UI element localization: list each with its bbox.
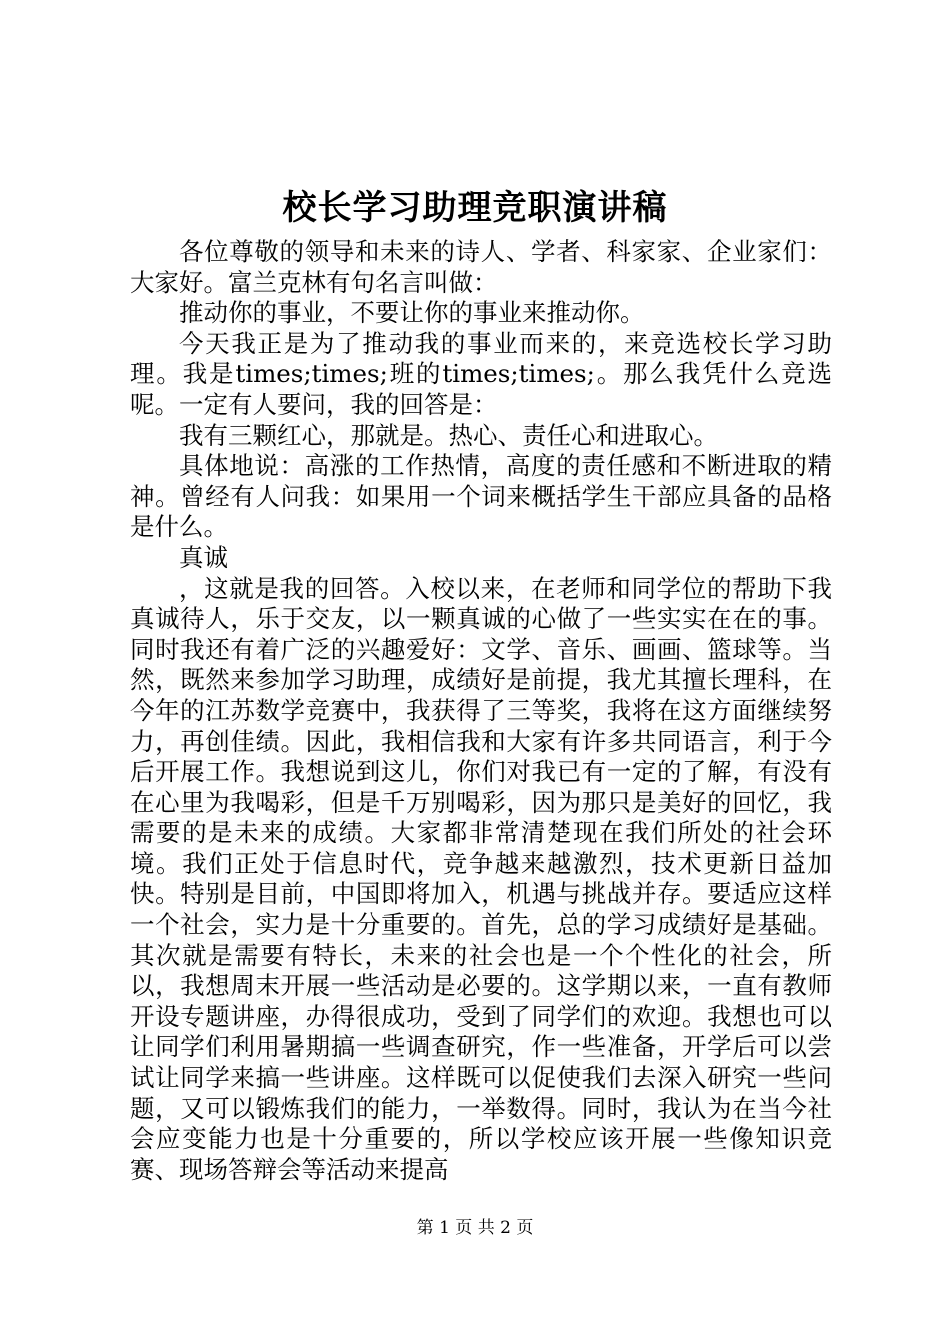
page-footer: 第 1 页 共 2 页: [416, 1218, 534, 1238]
paragraph-sincerity: 真诚: [179, 542, 228, 572]
paragraph-main: ，这就是我的回答。入校以来，在老师和同学位的帮助下我真诚待人，乐于交友，以一颗真诚的心做了一些实实在在的事。同时我还有着广泛的兴趣爱好：文学、音乐、画画、篮球等。当然，既然来参加学习助理，成绩好是前提，我尤其擅长理科，在今年的江苏数学竞赛中，我获得了三等奖，我将在这方面继续努力，再创佳绩。因此，我相信我和大家有许多共同语言，利于今后开展工作。我想说到这儿，你们对我已有一定的了解，有没有在心里为我喝彩，但是千万别喝彩，因为那只是美好的回忆，我需要的是未来的成绩。大家都非常清楚现在我们所处的社会环境。我们正处于信息时代，竞争越来越激烈，技术更新日益加快。特别是目前，中国即将加入，机遇与挑战并存。要适应这样一个社会，实力是十分重要的。首先，总的学习成绩好是基础。其次就是需要有特长，未来的社会也是一个个性化的社会，所以，我想周末开展一些活动是必要的。这学期以来，一直有教师开设专题讲座，办得很成功，受到了同学们的欢迎。我想也可以让同学们利用暑期搞一些调查研究，作一些准备，开学后可以尝试让同学来搞一些讲座。这样既可以促使我们去深入研究一些问题，又可以锻炼我们的能力，一举数得。同时，我认为在当今社会应变能力也是十分重要的，所以学校应该开展一些像知识竞赛、现场答辩会等活动来提高: [130, 573, 832, 1184]
paragraph-three-hearts: 我有三颗红心，那就是。热心、责任心和进取心。: [179, 420, 718, 450]
paragraph-purpose: 今天我正是为了推动我的事业而来的，来竞选校长学习助理。我是times;times;班的times;times;。那么我凭什么竞选呢。一定有人要问，我的回答是：: [130, 328, 832, 419]
paragraph-specifics: 具体地说：高涨的工作热情，高度的责任感和不断进取的精神。曾经有人问我：如果用一个词来概括学生干部应具备的品格是什么。: [130, 451, 832, 542]
document-body: [130, 237, 832, 1185]
paragraph-quote: 推动你的事业，不要让你的事业来推动你。: [179, 298, 645, 328]
paragraph-greeting: 各位尊敬的领导和未来的诗人、学者、科家家、企业家们：大家好。富兰克林有句名言叫做：: [130, 237, 832, 297]
document-title: 校长学习助理竞职演讲稿: [282, 188, 668, 228]
